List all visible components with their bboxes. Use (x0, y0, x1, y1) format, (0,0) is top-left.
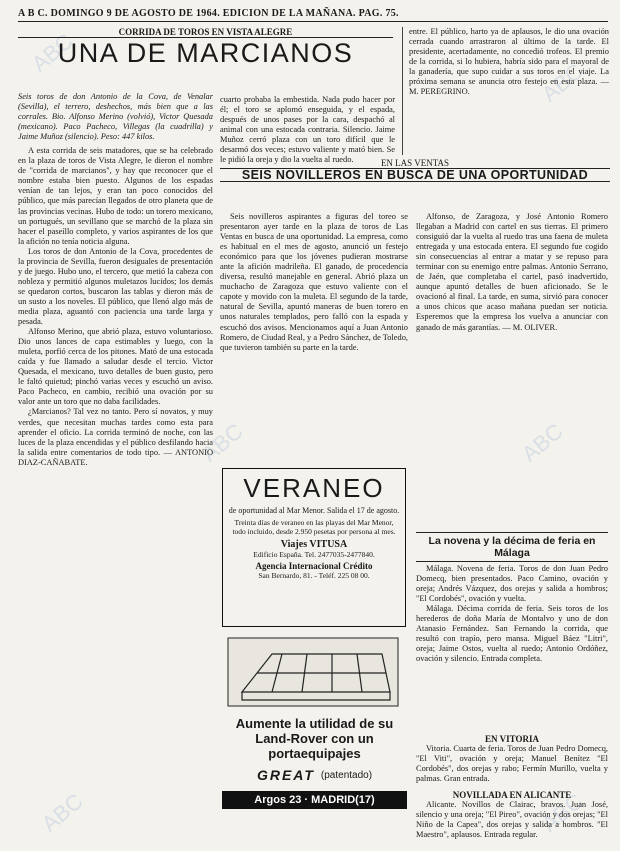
article-paragraph: Seis novilleros aspirantes a figuras del toreo se presentaron ayer tarde en la plaza de toros de Las Ventas en busca de una oportunidad. La empresa, como es habitual en el mes de agosto, anunció un festejo económico para que los jóvenes pudieran mostrarse ante la afición madrileña. El ganado, de procedencia diversa, resultó manejable en general. Abrió plaza un muchacho de Zaragoza que estuvo valiente con el capote y movido con la muleta. El segundo de la tarde, natural de Sevilla, apuntó maneras de buen torero en unos naturales templados, pero falló con la espada y escuchó dos avisos. Mencionamos aquí a Juan Antonio Romero, de Ciudad Real, y a Pedro Sánchez, de Toledo, que tuvieron también su parte en la tarde. (220, 212, 408, 352)
ad-line: de oportunidad al Mar Menor. Salida el 17 de agosto. (228, 506, 400, 515)
article-paragraph: Málaga. Novena de feria. Toros de don Juan Pedro Domecq, bien presentados. Paco Camino, ovación y oreja; Andrés Vázquez, dos orejas y salida a hombros; "El Cordobés", ovación y vuelta. (416, 564, 608, 604)
article-paragraph: A esta corrida de seis matadores, que se ha celebrado en la plaza de toros de Vista Alegre, le dieron el nombre de "corrida de marcianos", y hay que reconocer que el nombre estaba bien puesto. Algunos de los espadas venían de tan lejos, y eran tan poco conocidos del público, que más parecían llegados de otro planeta que de las provincias vecinas. Hubo de todo: un torero mexicano, un portugués, un sevillano que se marchó de la plaza sin hacer el paseíllo completo, y varios aspirantes de los que la afición no tenía noticia alguna. (18, 146, 213, 246)
watermark: ABC (26, 28, 78, 77)
article-paragraph: Alicante. Novillos de Clairac, bravos. Juan José, silencio y una oreja; "El Pireo", ovación y dos orejas; "El Niño de la Capea", dos orejas y salida a hombros. "El Maestro", aplausos. Entrada regular. (416, 800, 608, 840)
ad-title: VERANEO (243, 473, 385, 503)
ad-address: San Bernardo, 81. - Teléf. 225 08 00. (258, 571, 370, 580)
article-paragraph: entre. El público, harto ya de aplausos, le dio una ovación cerrada cuando arrastraron al último de la tarde. El presidente, acertadamente, no concedió trofeos. El premio de la corrida, si lo hubiera, habría sido para el mayoral de la ganadería, que supo cuidar a sus toros en el viaje. La próxima semana se anuncia otro festejo en esta plaza. — M. PEREGRINO. (409, 27, 609, 97)
ad-brand-row (222, 767, 407, 783)
article-paragraph: Los toros de don Antonio de la Cova, procedentes de la provincia de Sevilla, fueron desiguales de presentación y de juego. Hubo uno, el tercero, que metió la cabeza con nobleza y permitió algunos muletazos lucidos; los demás se quedaron cortos, buscaron las tablas y dieron más de un susto a los noveles. El público, que llenó algo más de media plaza, aguantó con paciencia una tarde larga y pesada. (18, 246, 213, 327)
ad-patent: (patentado) (320, 769, 373, 781)
watermark: ABC (516, 418, 568, 467)
ad-slogan: Aumente la utilidad de su Land-Rover con un portaequipajes (235, 716, 394, 761)
watermark: ABC (536, 58, 588, 107)
article-paragraph: Málaga. Décima corrida de feria. Seis toros de los herederos de doña María de Montalvo y uno de don Atanasio Fernández. San Fernando la corrida, que resultó con trapío, pero mansa. Miguel Báez "Litri", oreja; Jaime Ostos, vuelta al ruedo; Antonio Ordóñez, ovación y silencio. Entrada completa. (416, 604, 608, 664)
watermark: ABC (196, 418, 248, 467)
section-kicker: EN LAS VENTAS (380, 158, 450, 168)
left-column (18, 92, 213, 844)
article-paragraph: Alfonso Merino, que abrió plaza, estuvo voluntarioso. Dio unos lances de capa estimables y luego, con la muleta, porfió cerca de los pitones. Mató de una estocada caída y fue llamado a saludar desde el tercio. Victor Quesada, el mexicano, tuvo detalles de buen gusto, pero le faltó quietud; pinchó varias veces y escuchó un aviso. Paco Pacheco, en cambio, recibió una ovación por su valor ante un toro que no daba facilidades. (18, 327, 213, 407)
ad-brand: GREAT (256, 767, 315, 783)
ventas-heading (220, 158, 610, 212)
article-paragraph: Alfonso, de Zaragoza, y José Antonio Romero llegaban a Madrid con cartel en sus tierras. El primero consiguió dar la vuelta al ruedo tras una faena de muleta entregada y una estocada entera. El segundo fue cogido sin consecuencias al entrar a matar y se repuso para terminar con su enemigo entre palmas. Antonio Serrano, de Jaén, que completaba el cartel, pasó inadvertido, aunque apuntó detalles de buen aficionado. Se le ovacionó al final. La tarde, en suma, sirvió para conocer a unos chicos que acaso mañana puedan ser noticia. Esperemos que la empresa los vuelva a anunciar con ganado de más garantías. — M. OLIVER. (416, 212, 608, 332)
portaequipajes-image (222, 632, 407, 712)
ad-address: Edificio España. Tel. 2477035-2477840. (253, 550, 375, 559)
ad-agency: Agencia Internacional Crédito (255, 561, 373, 571)
article-headline: UNA DE MARCIANOS (57, 38, 354, 69)
alicante-section (416, 790, 608, 846)
ad-line: Treinta días de veraneo en las playas del Mar Menor, todo incluido, desde 2.950 pesetas por persona al mes. (232, 518, 396, 536)
section-headline: SEIS NOVILLEROS EN BUSCA DE UNA OPORTUNIDAD (220, 168, 610, 182)
section-headline: NOVILLADA EN ALICANTE (452, 790, 572, 800)
article-paragraph: ¿Marcianos? Tal vez no tanto. Pero sí novatos, y muy verdes, que necesitan muchas tardes como esta para aprender el oficio. La corrida terminó de noche, con las luces de la plaza encendidas y el público desfilando hacia la salida entre comentarios de todo tipo. — ANTONIO DIAZ-CAÑABATE. (18, 407, 213, 467)
watermark: ABC (536, 788, 588, 837)
section-headline: EN VITORIA (485, 734, 539, 744)
article-kicker: CORRIDA DE TOROS EN VISTA ALEGRE (18, 27, 393, 38)
article-lead: Seis toros de don Antonio de la Cova, de Venalar (Sevilla), el terrero, deshechos, más bien que a las corrales. Bio. Alfonso Merino (volvió), Victor Quesada (mexicano). Paco Pacheco, Villegas (la cuadrilla) y Jaime Muñoz (silencio). Peso: 447 kilos. (18, 92, 213, 142)
vitoria-section (416, 734, 608, 786)
ad-address: Argos 23 · MADRID(17) (222, 791, 407, 809)
watermark: ABC (36, 788, 88, 837)
veraneo-ad (222, 468, 406, 627)
section-headline: La novena y la décima de feria en Málaga (416, 532, 608, 562)
ventas-column-a (220, 212, 408, 462)
landrover-ad (222, 632, 407, 844)
right-top-column (402, 27, 609, 155)
page-header: A B C. DOMINGO 9 DE AGOSTO DE 1964. EDICION DE LA MAÑANA. PAG. 75. (18, 8, 608, 22)
middle-top-column (220, 95, 395, 165)
ad-company: Viajes VITUSA (280, 539, 348, 550)
article-paragraph: Vitoria. Cuarta de feria. Toros de Juan Pedro Domecq, "El Viti", ovación y oreja; Manuel Benítez "El Cordobés", dos orejas y rabo; Fermín Murillo, vuelta y palmas. Gran entrada. (416, 744, 608, 784)
malaga-section (416, 532, 608, 662)
ventas-column-b (416, 212, 608, 528)
article-paragraph: cuarto probaba la embestida. Nada pudo hacer por él; el toro se aplomó enseguida, y el espada, después de unos pases por la cara, despachó al animal con una estocada contraria. Silencio. Jaime Muñoz cerró plaza con un toro difícil que le desarmó dos veces; estuvo valiente y mató bien. Se le pidió la oreja y dio la vuelta al ruedo. (220, 95, 395, 165)
